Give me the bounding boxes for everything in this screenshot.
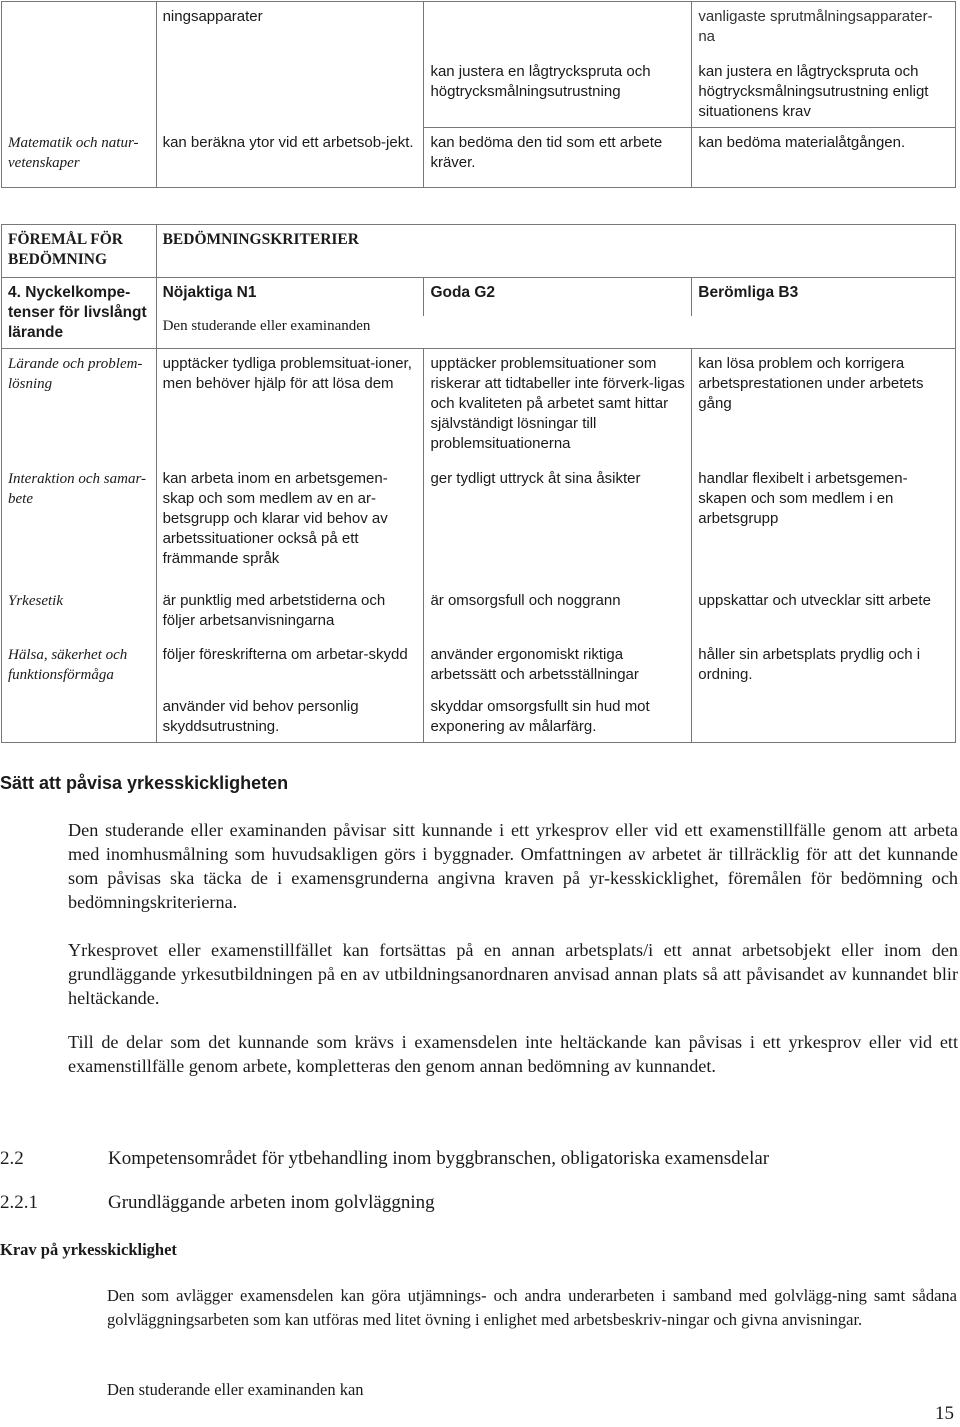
criterion-b3: håller sin arbetsplats prydlig och i ordning. — [692, 640, 956, 743]
cell: ningsapparater — [156, 2, 424, 53]
cell — [2, 52, 157, 128]
criterion-g2: upptäcker problemsituationer som riskerar att tidtabeller inte förverk-ligas och kvaliteten på arbetet samt hittar självständigt lösningar till problemsituationerna — [424, 349, 692, 464]
criterion-n1: är punktlig med arbetstiderna och följer arbetsanvisningarna — [156, 586, 424, 640]
section-heading: Sätt att påvisa yrkesskickligheten — [0, 773, 289, 793]
cell: kan bedöma materialåtgången. — [692, 128, 956, 188]
heading-title: Grundläggande arbeten inom golvläggning — [108, 1192, 435, 1213]
section-title: 4. Nyckelkompe-tenser för livslångt lärande — [2, 278, 157, 349]
paragraph: Den studerande eller examinanden kan — [107, 1380, 364, 1399]
paragraph: Yrkesprovet eller examenstillfället kan fortsättas på en annan arbetsplats/i ett annat arbetsobjekt eller inom den grundläggande yrkesutbildningen på en av utbildningsanordnaren anvisad annan plats så att påvisandet av kunnandet blir heltäckande. — [68, 940, 958, 1008]
paragraph: Den som avlägger examensdelen kan göra utjämnings- och andra underarbeten i samband med golvlägg-ning samt sådana golvläggningsarbeten som kan utföras med litet övning i enlighet med arbetsbeskriv-ningar och givna anvisningar. — [107, 1286, 957, 1329]
row-label: Lärande och problem-lösning — [2, 349, 157, 464]
heading-number: 2.2.1 — [0, 1192, 38, 1213]
cell — [156, 52, 424, 128]
criterion-n1: kan arbeta inom en arbetsgemen-skap och som medlem av en ar-betsgrupp och klarar vid behov av arbetssituationer också på ett främmande språk — [156, 464, 424, 586]
row-label: Matematik och natur-vetenskaper — [2, 128, 157, 188]
criterion-b3: handlar flexibelt i arbetsgemen-skapen och som medlem i en arbetsgrupp — [692, 464, 956, 586]
continuation-table — [1, 1, 956, 188]
header-left: FÖREMÅL FÖR BEDÖMNING — [2, 225, 157, 278]
level-n1: Nöjaktiga N1 — [156, 278, 424, 317]
paragraph: Den studerande eller examinanden påvisar sitt kunnande i ett yrkesprov eller vid ett examenstillfälle genom att arbeta med inomhusmålning som huvudsakligen görs i byggnader. Omfattningen av arbetet är tillräcklig för att det kunnande som påvisas ska täcka de i examensgrunderna angivna kraven på yr-kesskicklighet, föremålen för bedömning och bedömningskriterierna. — [68, 820, 958, 912]
cell: kan justera en lågtryckspruta och högtrycksmålningsutrustning enligt situationens krav — [692, 52, 956, 128]
heading-number: 2.2 — [0, 1148, 24, 1169]
cell: kan beräkna ytor vid ett arbetsob-jekt. — [156, 128, 424, 188]
cell — [424, 2, 692, 53]
subheading: Krav på yrkesskicklighet — [0, 1240, 177, 1259]
row-label: Hälsa, säkerhet och funktionsförmåga — [2, 640, 157, 743]
assessment-table — [1, 224, 956, 743]
paragraph: Till de delar som det kunnande som krävs i examensdelen inte heltäckande kan påvisas i ett yrkesprov eller vid ett examenstillfälle genom arbete, kompletteras den genom annan bedömning av kunnandet. — [68, 1032, 958, 1076]
criterion-b3: uppskattar och utvecklar sitt arbete — [692, 586, 956, 640]
criterion-n1: använder vid behov personlig skyddsutrustning. — [156, 692, 424, 743]
cell: kan justera en lågtryckspruta och högtrycksmålningsutrustning — [424, 52, 692, 128]
level-g2: Goda G2 — [424, 278, 692, 317]
criterion-g2: använder ergonomiskt riktiga arbetssätt och arbetsställningar — [424, 640, 692, 692]
criterion-n1: upptäcker tydliga problemsituat-ioner, men behöver hjälp för att lösa dem — [156, 349, 424, 464]
level-b3: Berömliga B3 — [692, 278, 956, 317]
cell: vanligaste sprutmålningsapparater-na — [692, 2, 956, 53]
page-number: 15 — [935, 1403, 954, 1424]
subject-line: Den studerande eller examinanden — [156, 316, 955, 348]
row-label: Yrkesetik — [2, 586, 157, 640]
row-label: Interaktion och samar-bete — [2, 464, 157, 586]
cell — [2, 2, 157, 53]
cell: kan bedöma den tid som ett arbete kräver. — [424, 128, 692, 188]
criterion-b3: kan lösa problem och korrigera arbetsprestationen under arbetets gång — [692, 349, 956, 464]
criterion-n1: följer föreskrifterna om arbetar-skydd — [156, 640, 424, 692]
criterion-g2: är omsorgsfull och noggrann — [424, 586, 692, 640]
heading-title: Kompetensområdet för ytbehandling inom byggbranschen, obligatoriska examensdelar — [108, 1148, 770, 1169]
criterion-g2: skyddar omsorgsfullt sin hud mot exponering av målarfärg. — [424, 692, 692, 743]
header-right: BEDÖMNINGSKRITERIER — [156, 225, 955, 278]
criterion-g2: ger tydligt uttryck åt sina åsikter — [424, 464, 692, 586]
